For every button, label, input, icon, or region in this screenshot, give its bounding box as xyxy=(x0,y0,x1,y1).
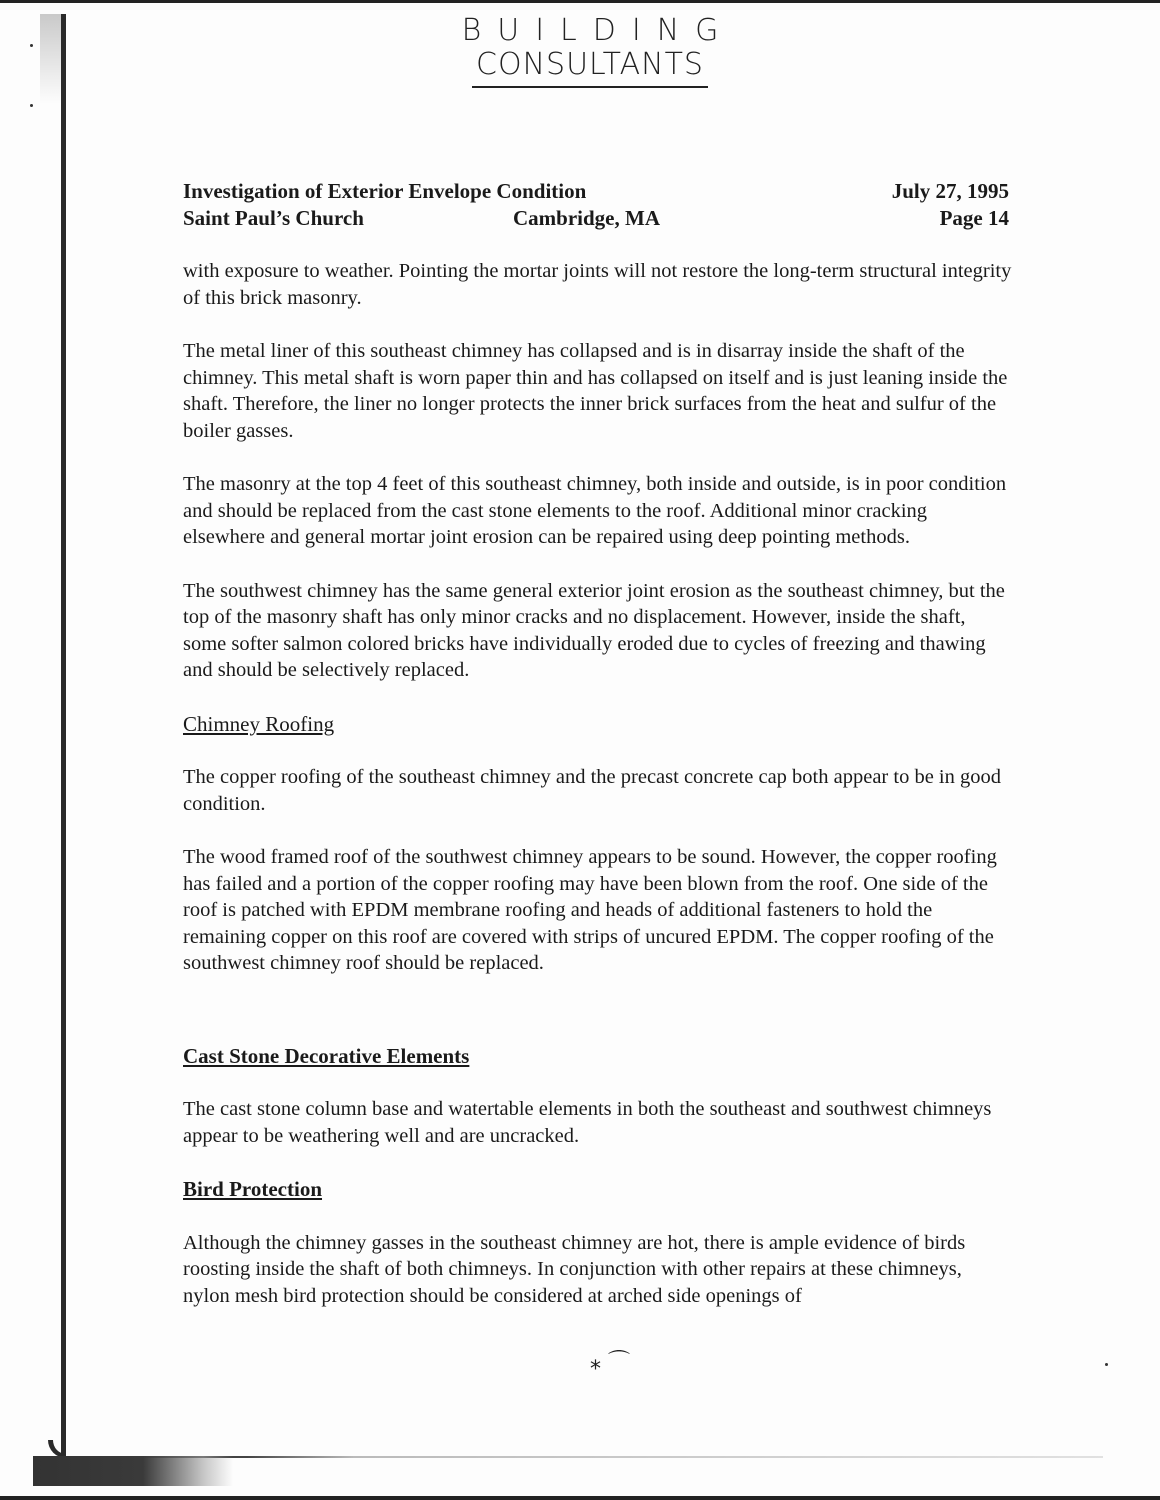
section-heading-chimney-roofing: Chimney Roofing xyxy=(183,711,335,736)
scan-shadow xyxy=(40,14,62,104)
letterhead-line1: BUILDING xyxy=(461,13,735,48)
scan-bottom-shadow xyxy=(33,1456,233,1486)
letterhead-line2: CONSULTANTS xyxy=(476,47,704,82)
client-location: Cambridge, MA xyxy=(513,206,660,230)
page-left-rule xyxy=(61,14,66,1454)
paragraph: Although the chimney gasses in the southeast chimney are hot, there is ample evidence of birds roosting inside the shaft of both chimneys. In conjunction with other repairs at these chimneys, nylon mesh bird protection should be considered at arched side openings of xyxy=(183,1231,966,1307)
section-heading-cast-stone: Cast Stone Decorative Elements xyxy=(183,1043,470,1068)
handwritten-mark: ⁎ ⌒ xyxy=(590,1350,630,1375)
paragraph: The metal liner of this southeast chimney has collapsed and is in disarray inside the shaft of the chimney. This metal shaft is worn paper thin and has collapsed on itself and is just leaning inside the shaft. Therefore, the liner no longer protects the inner brick surfaces from the heat and sulfur of the boiler gasses. xyxy=(183,340,1008,442)
document-header xyxy=(183,178,1009,232)
document-body xyxy=(183,258,1013,1336)
paragraph: The copper roofing of the southeast chimney and the precast concrete cap both appear to be in good condition. xyxy=(183,766,1001,815)
paragraph: with exposure to weather. Pointing the mortar joints will not restore the long-term structural integrity of this brick masonry. xyxy=(183,260,1012,309)
paragraph: The masonry at the top 4 feet of this southeast chimney, both inside and outside, is in poor condition and should be replaced from the cast stone elements to the roof. Additional minor cracking elsewhere and general mortar joint erosion can be repaired using deep pointing methods. xyxy=(183,473,1007,548)
scan-top-border xyxy=(0,0,1160,3)
page-number: Page 14 xyxy=(939,206,1009,230)
letterhead-underline xyxy=(472,86,708,88)
scan-speck xyxy=(1105,1363,1108,1366)
section-heading-bird-protection: Bird Protection xyxy=(183,1177,323,1201)
scan-speck xyxy=(30,104,33,107)
paragraph: The wood framed roof of the southwest chimney appears to be sound. However, the copper roofing has failed and a portion of the copper roofing may have been blown from the roof. One side of the roof is patched with EPDM membrane roofing and heads of additional fasteners to hold the remaining copper on this roof are covered with strips of uncured EPDM. The copper roofing of the southwest chimney roof should be replaced. xyxy=(183,846,997,974)
client-name: Saint Paul’s Church xyxy=(183,206,364,230)
report-title: Investigation of Exterior Envelope Condition xyxy=(183,179,587,203)
scan-bottom-border xyxy=(0,1496,1160,1500)
paragraph: The cast stone column base and watertable elements in both the southeast and southwest chimneys appear to be weathering well and are uncracked. xyxy=(183,1098,992,1147)
letterhead-logo xyxy=(440,14,740,88)
scan-speck xyxy=(30,44,33,47)
paragraph: The southwest chimney has the same general exterior joint erosion as the southeast chimney, but the top of the masonry shaft has only minor cracks and no displacement. However, inside the shaft, some softer salmon colored bricks have individually eroded due to cycles of freezing and thawing and should be selectively replaced. xyxy=(183,579,1005,681)
report-date: July 27, 1995 xyxy=(891,179,1009,203)
